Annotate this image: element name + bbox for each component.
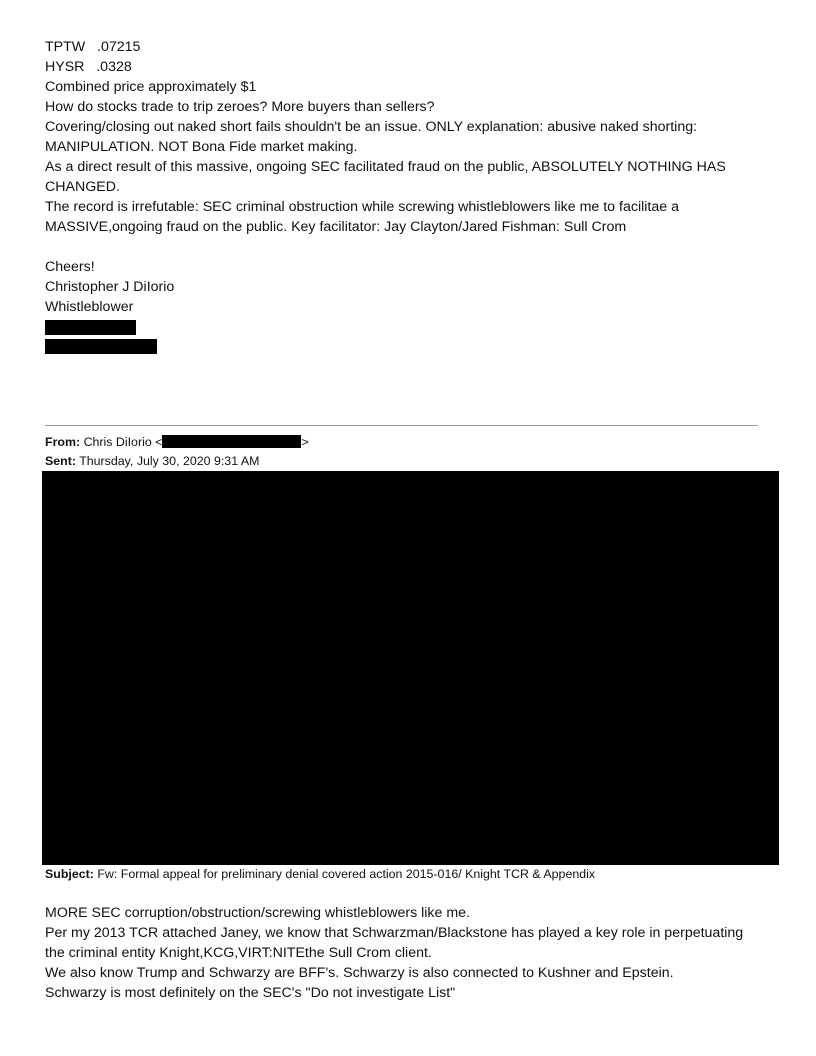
text-paragraph: The record is irrefutable: SEC criminal obstruction while screwing whistleblowers like me to facilitae a MASSIVE,ongoing fraud on the public. Key facilitator: Jay Clayton/Jared Fishman: Sull Crom xyxy=(45,199,679,235)
body-line: MORE SEC corruption/obstruction/screwing whistleblowers like me. xyxy=(45,905,470,921)
signature-name: Christopher J DiIorio xyxy=(45,279,175,295)
subject-label: Subject: xyxy=(45,867,94,881)
signature-role: Whistleblower xyxy=(45,299,134,315)
sent-label: Sent: xyxy=(45,454,76,468)
signature-greeting: Cheers! xyxy=(45,259,95,275)
text-paragraph: Covering/closing out naked short fails shouldn't be an issue. ONLY explanation: abusive naked shorting: MANIPULATION. NOT Bona Fide market making. xyxy=(45,119,698,155)
sent-value: Thursday, July 30, 2020 9:31 AM xyxy=(79,454,260,468)
sent-row xyxy=(45,452,309,471)
redaction-box xyxy=(162,435,301,448)
body-paragraph: Per my 2013 TCR attached Janey, we know that Schwarzman/Blackstone has played a key role in perpetuating the criminal entity Knight,KCG,VIRT:NITEthe Sull Crom client. xyxy=(45,925,744,961)
ticker-line-hysr: HYSR .0328 xyxy=(45,59,132,75)
divider xyxy=(45,425,758,426)
redaction-box xyxy=(45,339,157,354)
text-line: Combined price approximately $1 xyxy=(45,79,257,95)
redaction-block xyxy=(42,471,779,865)
body-line: We also know Trump and Schwarzy are BFF's. Schwarzy is also connected to Kushner and Epstein. xyxy=(45,965,674,981)
from-label: From: xyxy=(45,435,81,449)
subject-value: Fw: Formal appeal for preliminary denial covered action 2015-016/ Knight TCR & Appendix xyxy=(97,867,596,881)
from-row xyxy=(45,433,309,452)
text-paragraph: As a direct result of this massive, ongoing SEC facilitated fraud on the public, ABSOLUTELY NOTHING HAS CHANGED. xyxy=(45,159,726,195)
message-body xyxy=(45,903,765,1003)
redaction-box xyxy=(45,320,136,335)
text-line: How do stocks trade to trip zeroes? More buyers than sellers? xyxy=(45,99,435,115)
subject-row xyxy=(45,865,595,884)
signature xyxy=(45,257,174,317)
body-line: Schwarzy is most definitely on the SEC's "Do not investigate List" xyxy=(45,985,456,1001)
from-close: > xyxy=(301,435,309,449)
ticker-line-tptw: TPTW .07215 xyxy=(45,39,141,55)
email-header xyxy=(45,433,309,471)
from-value: Chris DiIorio < xyxy=(83,435,163,449)
message-top-section xyxy=(45,37,760,237)
